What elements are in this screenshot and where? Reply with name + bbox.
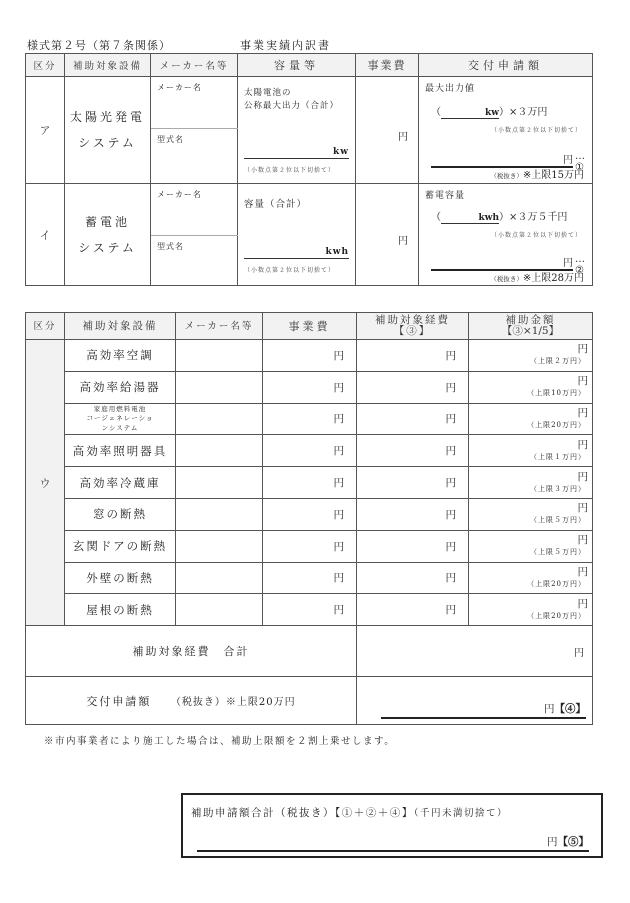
maker-field-battery[interactable] — [151, 184, 238, 236]
cost-field[interactable]: 円 — [263, 467, 357, 499]
eligible-field[interactable]: 円 — [357, 435, 469, 467]
maker-field[interactable] — [176, 435, 263, 467]
yen-unit: 円 — [577, 597, 588, 610]
subsidy-field[interactable] — [469, 498, 593, 530]
table-row — [26, 403, 593, 435]
eligible-field[interactable]: 円 — [357, 530, 469, 562]
document-title: 事業実績内訳書 — [240, 39, 331, 52]
header-eligible-line2: 【③】 — [393, 325, 432, 337]
table-row — [26, 594, 593, 626]
capacity-input-line[interactable]: kw — [244, 147, 349, 159]
tax-note: （税抜き） — [490, 172, 523, 180]
application-label — [26, 677, 357, 725]
capacity-input-line[interactable]: kwh — [244, 247, 349, 259]
maker-field[interactable] — [176, 467, 263, 499]
total-row — [26, 626, 593, 677]
subsidy-field[interactable] — [469, 467, 593, 499]
cost-field[interactable]: 円 — [263, 498, 357, 530]
header-maker: メーカー名等 — [151, 54, 238, 77]
table-row — [26, 371, 593, 403]
cap-note: （上限１万円） — [530, 452, 586, 461]
equipment-name: 外壁の断熱 — [65, 562, 176, 594]
subsidy-field[interactable] — [469, 562, 593, 594]
request-multiplier: ）×３万円 — [499, 107, 548, 118]
equipment-name: 高効率照明器具 — [65, 435, 176, 467]
table-row — [26, 530, 593, 562]
eligible-field[interactable]: 円 — [357, 340, 469, 372]
maker-field[interactable] — [176, 530, 263, 562]
request-label: 最大出力値 — [425, 84, 476, 94]
form-number: 様式第２号（第７条関係） — [27, 39, 171, 52]
equipment-solar-line2: システム — [78, 136, 137, 150]
model-label: 型式名 — [157, 242, 184, 251]
summary-input-line[interactable] — [197, 834, 589, 852]
application-row — [26, 677, 593, 725]
cap-note: ※上限28万円 — [522, 273, 584, 284]
header-equipment: 補助対象設備 — [65, 313, 176, 340]
header-equipment: 補助対象設備 — [65, 54, 151, 77]
capacity-label-line1: 太陽電池の — [244, 88, 292, 98]
yen-unit: 円 — [577, 343, 588, 356]
header-eligible-line1: 補助対象経費 — [375, 314, 450, 326]
eligible-field[interactable]: 円 — [357, 467, 469, 499]
request-input[interactable]: kwh — [441, 213, 499, 224]
eligible-field[interactable]: 円 — [357, 562, 469, 594]
mark-1: …① — [575, 151, 585, 173]
capacity-field-solar[interactable] — [238, 77, 356, 184]
eligible-field[interactable]: 円 — [357, 594, 469, 626]
request-amount-input[interactable]: 円 — [431, 254, 573, 271]
equipment-line1: 家庭用燃料電池 — [93, 404, 147, 413]
header-eligible — [357, 313, 469, 340]
equipment-name: 高効率空調 — [65, 340, 176, 372]
summary-title-text: 補助申請額合計（税抜き）【①＋②＋④】 — [191, 807, 414, 819]
yen-unit: 円 — [577, 375, 588, 388]
subsidy-field[interactable] — [469, 403, 593, 435]
request-cap — [490, 269, 584, 284]
maker-label: メーカー名 — [157, 83, 202, 92]
header-request: 交付申請額 — [419, 54, 593, 77]
header-capacity: 容量等 — [238, 54, 356, 77]
kubun-a: ア — [26, 77, 65, 184]
cap-note: （上限10万円） — [527, 389, 586, 398]
request-field-battery[interactable] — [419, 184, 593, 286]
cap-note: （上限２万円） — [530, 357, 586, 366]
request-multiplier: ）×３万５千円 — [499, 212, 568, 223]
total-label: 補助対象経費 合計 — [26, 626, 357, 677]
cost-field[interactable]: 円 — [263, 371, 357, 403]
request-note: （小数点第２位以下切捨て） — [490, 127, 582, 134]
yen-unit: 円 — [547, 836, 558, 848]
table-row — [26, 562, 593, 594]
maker-field-solar[interactable] — [151, 77, 238, 129]
kubun-i: イ — [26, 184, 65, 286]
equipment-name — [65, 403, 176, 435]
equipment-name: 玄関ドアの断熱 — [65, 530, 176, 562]
table-row — [26, 498, 593, 530]
table-row — [26, 435, 593, 467]
header-cost: 事業費 — [263, 313, 357, 340]
request-input[interactable]: kw — [441, 108, 499, 119]
table2-header-row — [26, 313, 593, 340]
capacity-field-battery[interactable] — [238, 184, 356, 286]
eligible-field[interactable]: 円 — [357, 498, 469, 530]
equipment-name: 高効率冷蔵庫 — [65, 467, 176, 499]
equipment-name: 高効率給湯器 — [65, 371, 176, 403]
request-cap — [490, 166, 584, 181]
request-formula — [431, 103, 547, 119]
subsidy-field[interactable] — [469, 435, 593, 467]
request-label: 蓄電容量 — [425, 191, 466, 201]
tax-note: （税抜き） — [490, 275, 523, 283]
yen-unit: 円 — [577, 406, 588, 419]
yen-unit: 円 — [544, 703, 555, 716]
application-label-text: 交付申請額 — [86, 694, 152, 708]
energy-efficiency-table — [25, 312, 593, 725]
table-row-solar — [26, 77, 593, 129]
maker-field[interactable] — [176, 562, 263, 594]
mark-4: 【④】 — [554, 703, 586, 716]
cap-note: （上限20万円） — [527, 611, 586, 620]
cost-field-solar[interactable] — [356, 77, 419, 184]
kubun-u: ウ — [26, 340, 65, 626]
equipment-battery-line1: 蓄電池 — [84, 214, 130, 229]
model-field-battery[interactable] — [151, 236, 238, 286]
summary-box — [181, 793, 603, 858]
header-subsidy-line1: 補助金額 — [505, 314, 556, 326]
cost-field[interactable]: 円 — [263, 403, 357, 435]
yen-unit: 円 — [577, 534, 588, 547]
summary-title — [191, 805, 508, 820]
capacity-note: （小数点第２位以下切捨て） — [244, 167, 336, 174]
subsidy-field[interactable] — [469, 340, 593, 372]
yen-unit: 円 — [577, 502, 588, 515]
model-field-solar[interactable] — [151, 129, 238, 184]
cost-field[interactable]: 円 — [263, 594, 357, 626]
maker-field[interactable] — [176, 371, 263, 403]
maker-field[interactable] — [176, 594, 263, 626]
maker-field[interactable] — [176, 498, 263, 530]
cost-field[interactable]: 円 — [263, 435, 357, 467]
header-kubun: 区分 — [26, 54, 65, 77]
table-row — [26, 340, 593, 372]
cap-note: （上限５万円） — [530, 548, 586, 557]
equipment-solar — [65, 77, 151, 184]
cost-field[interactable]: 円 — [263, 340, 357, 372]
yen-unit: 円 — [398, 236, 408, 247]
maker-field[interactable] — [176, 403, 263, 435]
request-formula — [431, 208, 567, 224]
table1-header-row — [26, 54, 593, 77]
header-subsidy-line2: 【③×1/5】 — [501, 325, 560, 337]
equipment-line2: コージェネレーショ — [86, 414, 154, 423]
cap-note: （上限５万円） — [530, 516, 586, 525]
request-amount-input[interactable]: 円 — [431, 151, 573, 168]
table-row — [26, 467, 593, 499]
solar-battery-table — [25, 53, 593, 286]
yen-unit: 円 — [398, 131, 408, 143]
cost-field-battery[interactable] — [356, 184, 419, 286]
application-input-line[interactable] — [381, 701, 586, 719]
header-maker: メーカー名等 — [176, 313, 263, 340]
subsidy-field[interactable] — [469, 530, 593, 562]
eligible-field[interactable]: 円 — [357, 403, 469, 435]
application-field[interactable] — [357, 677, 593, 725]
total-field[interactable]: 円 — [357, 626, 593, 677]
cap-note: ※上限15万円 — [522, 170, 584, 181]
subsidy-field[interactable] — [469, 371, 593, 403]
mark-5: 【⑤】 — [557, 836, 589, 848]
equipment-solar-line1: 太陽光発電 — [69, 110, 145, 124]
table-row-battery — [26, 184, 593, 236]
cap-note: （上限３万円） — [530, 484, 586, 493]
cost-field[interactable]: 円 — [263, 562, 357, 594]
equipment-battery — [65, 184, 151, 286]
capacity-label: 容量（合計） — [244, 199, 308, 210]
header-subsidy — [469, 313, 593, 340]
application-label-note: （税抜き）※上限20万円 — [170, 696, 296, 708]
eligible-field[interactable]: 円 — [357, 371, 469, 403]
paren: （ — [431, 212, 441, 223]
capacity-note: （小数点第２位以下切捨て） — [244, 267, 336, 274]
subsidy-field[interactable] — [469, 594, 593, 626]
equipment-line3: ンシステム — [101, 423, 139, 432]
yen-unit: 円 — [577, 438, 588, 451]
mark-2: …② — [575, 254, 585, 276]
model-label: 型式名 — [157, 135, 184, 144]
header-cost: 事業費 — [356, 54, 419, 77]
equipment-battery-line2: システム — [78, 240, 137, 255]
footnote: ※市内事業者により施工した場合は、補助上限額を２割上乗せします。 — [44, 736, 396, 747]
maker-label: メーカー名 — [157, 190, 202, 199]
equipment-name: 屋根の断熱 — [65, 594, 176, 626]
yen-unit: 円 — [577, 565, 588, 578]
paren: （ — [431, 107, 441, 118]
equipment-name: 窓の断熱 — [65, 498, 176, 530]
yen-unit: 円 — [577, 470, 588, 483]
header-kubun: 区分 — [26, 313, 65, 340]
cap-note: （上限20万円） — [527, 579, 586, 588]
summary-title-note: （千円未満切捨て） — [413, 808, 509, 819]
request-field-solar[interactable] — [419, 77, 593, 184]
cost-field[interactable]: 円 — [263, 530, 357, 562]
cap-note: （上限20万円） — [527, 420, 586, 429]
capacity-label-line2: 公称最大出力（合計） — [244, 101, 340, 111]
request-note: （小数点第２位以下切捨て） — [490, 232, 582, 239]
maker-field[interactable] — [176, 340, 263, 372]
